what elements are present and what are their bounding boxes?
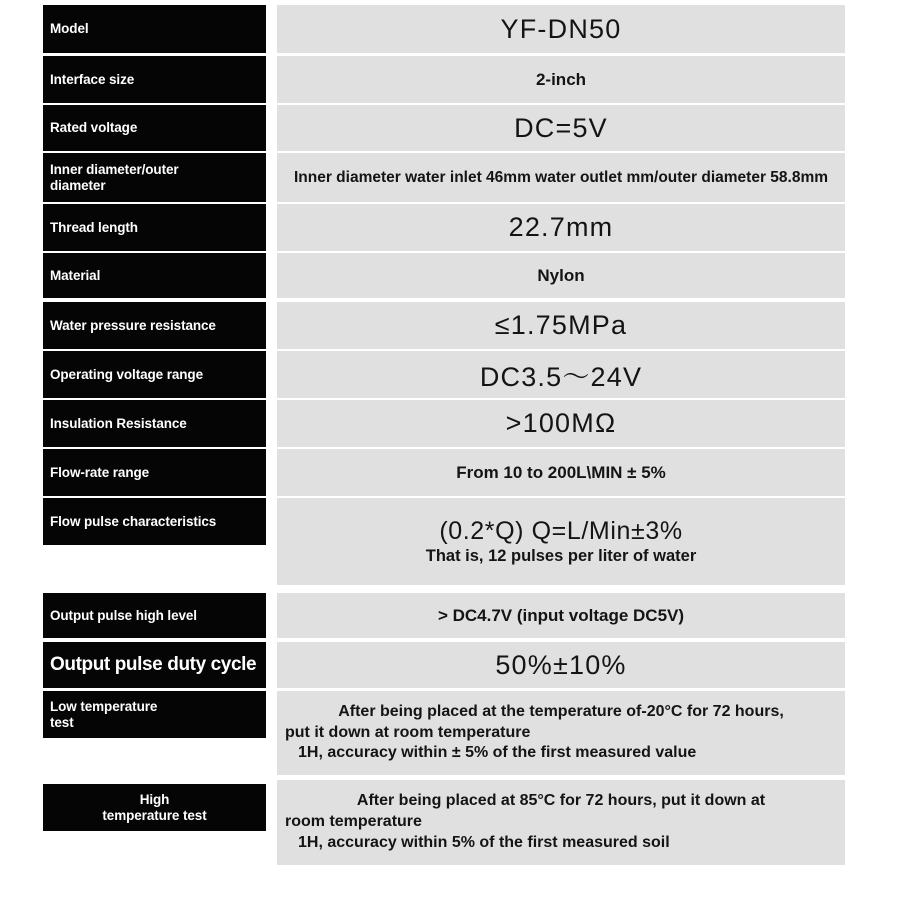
row-label-low-temperature-test [43,691,266,738]
label-text: Interface size [50,71,135,87]
value-text: Inner diameter water inlet 46mm water outlet mm/outer diameter 58.8mm [293,168,829,186]
value-text: ≤1.75MPa [494,310,628,340]
row-label-flow-pulse-characteristics [43,498,266,545]
label-text: Flow-rate range [50,464,150,480]
label-text-line-1: Inner diameter/outer [50,161,179,177]
row-value-low-temperature-test [277,691,845,775]
row-value-rated-voltage [277,105,845,151]
row-value-thread-length [277,204,845,251]
label-text: Material [50,267,101,283]
value-text: 2-inch [535,69,587,89]
label-text-line-2: test [50,714,74,730]
value-text: 50%±10% [495,649,627,680]
row-label-high-temperature-test [43,784,266,831]
row-value-flow-rate-range [277,449,845,496]
row-value-insulation-resistance [277,400,845,447]
row-label-operating-voltage-range [43,351,266,398]
label-text: Output pulse duty cycle [50,653,257,675]
value-text: YF-DN50 [500,13,622,44]
value-text-line-3: 1H, accuracy within ± 5% of the first measured value [298,744,697,762]
label-text: Operating voltage range [50,366,203,382]
label-text: Model [50,21,89,37]
row-value-inner-outer-diameter [277,153,845,202]
row-value-output-pulse-duty-cycle [277,642,845,688]
value-text: From 10 to 200L\MIN ± 5% [456,462,666,482]
row-label-insulation-resistance [43,400,266,447]
value-text-line-1: After being placed at 85°C for 72 hours, put it down at [356,792,766,810]
label-text: Flow pulse characteristics [50,513,217,529]
label-text: Water pressure resistance [50,317,216,333]
value-text-line-2: That is, 12 pulses per liter of water [425,547,697,565]
value-text: DC=5V [514,112,608,143]
row-label-inner-outer-diameter [43,153,266,202]
value-text: Nylon [537,265,585,285]
value-text: >100MΩ [505,408,617,438]
row-value-material [277,253,845,298]
row-label-output-pulse-high-level [43,593,266,638]
row-label-flow-rate-range [43,449,266,496]
row-value-interface-size [277,56,845,103]
value-text-line-3: 1H, accuracy within 5% of the first measured soil [298,833,670,851]
label-text: Rated voltage [50,120,138,136]
label-text-line-1: Low temperature [50,698,158,714]
row-value-output-pulse-high-level [277,593,845,638]
value-text: > DC4.7V (input voltage DC5V) [437,605,685,625]
row-label-water-pressure-resistance [43,302,266,349]
value-text-line-1: (0.2*Q) Q=L/Min±3% [439,517,683,545]
row-label-interface-size [43,56,266,103]
label-text-line-2: temperature test [102,807,207,823]
row-value-operating-voltage-range [277,351,845,398]
row-value-water-pressure-resistance [277,302,845,349]
label-text-line-1: High [139,791,170,807]
row-value-model [277,5,845,53]
row-label-rated-voltage [43,105,266,151]
value-text-line-1: After being placed at the temperature of-20°C for 72 hours, [338,702,784,720]
row-label-model [43,5,266,53]
row-label-output-pulse-duty-cycle [43,642,266,688]
label-text: Output pulse high level [50,607,197,623]
row-value-flow-pulse-characteristics [277,498,845,585]
label-text: Insulation Resistance [50,415,187,431]
value-text-line-2: put it down at room temperature [285,723,531,741]
label-text-line-2: diameter [50,177,106,193]
row-value-high-temperature-test [277,780,845,865]
value-text: DC3.5～24V [479,362,643,392]
label-text: Thread length [50,219,138,235]
row-label-material [43,253,266,298]
row-label-thread-length [43,204,266,251]
value-text-line-2: room temperature [285,813,422,831]
value-text: 22.7mm [508,212,614,242]
